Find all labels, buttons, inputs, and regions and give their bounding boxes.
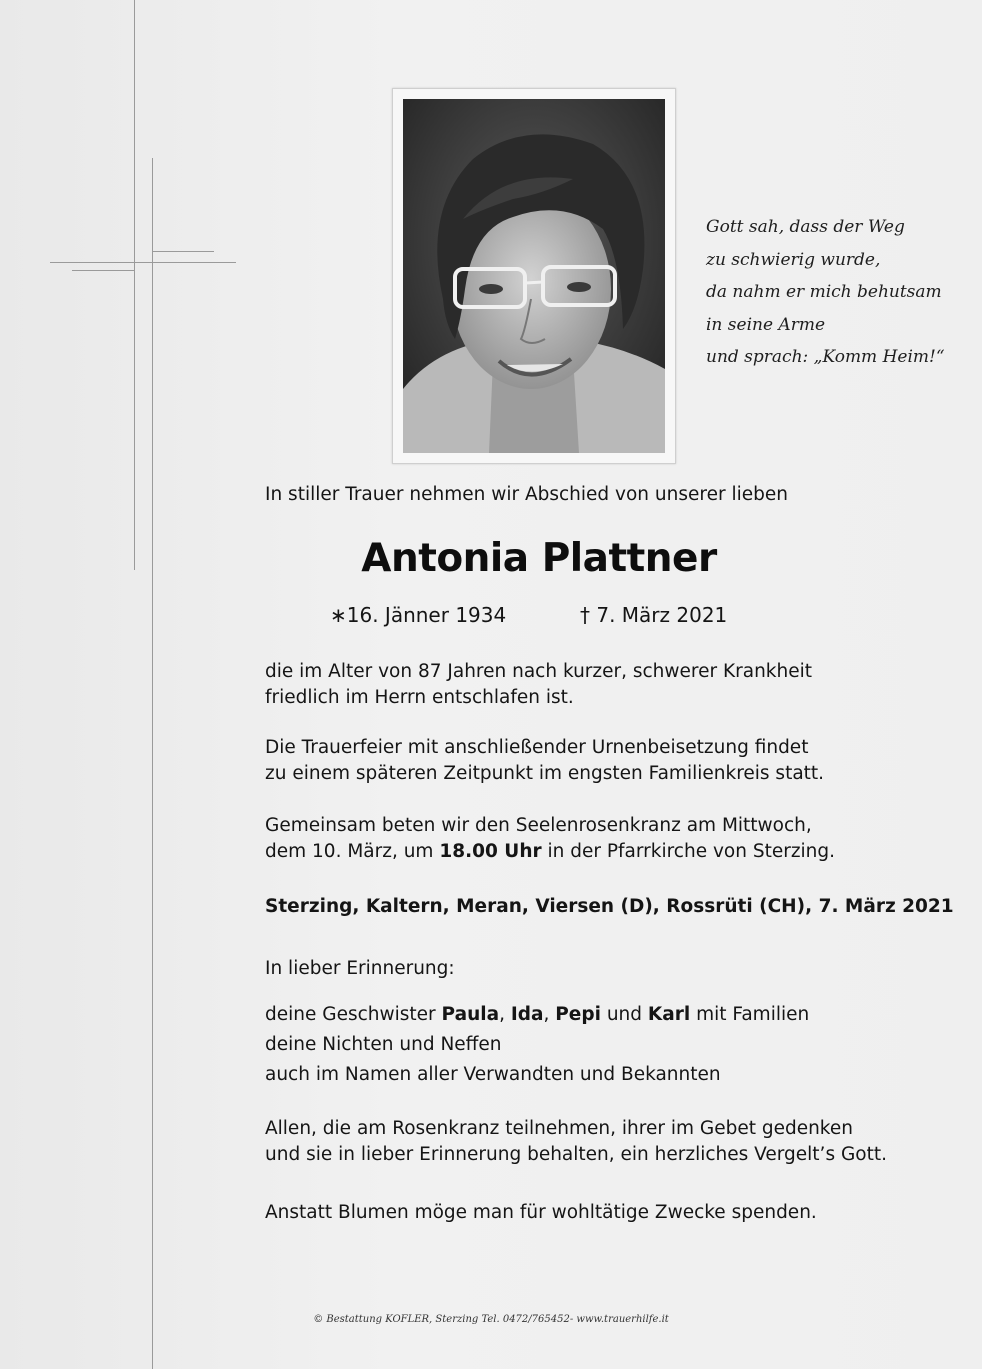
sibling-name: Karl: [647, 1004, 691, 1025]
cross-horizontal-line-top: [50, 262, 236, 263]
paragraph-line: Gemeinsam beten wir den Seelenrosenkranz am Mittwoch,: [265, 815, 812, 836]
birth-date: ∗16. Jänner 1934: [330, 603, 507, 627]
paragraph-line: und sie in lieber Erinnerung behalten, ein herzliches Vergelt’s Gott.: [265, 1144, 887, 1165]
paragraph-thanks: [265, 1116, 887, 1168]
text-span: ,: [543, 1004, 556, 1025]
mourners-line: auch im Namen aller Verwandten und Bekannten: [265, 1064, 721, 1085]
poem-line: Gott sah, dass der Weg: [706, 217, 905, 237]
mourners-siblings: [265, 1000, 809, 1030]
paragraph-flowers: Anstatt Blumen möge man für wohltätige Zwecke spenden.: [265, 1202, 817, 1223]
poem-line: in seine Arme: [706, 314, 826, 335]
paragraph-line: [265, 839, 835, 865]
cross-horizontal-line-bottom: [72, 270, 134, 271]
mourners-line: deine Nichten und Neffen: [265, 1034, 502, 1055]
paragraph-line: Die Trauerfeier mit anschließender Urnenbeisetzung findet: [265, 737, 809, 758]
left-border-line: [134, 0, 135, 570]
sibling-name: Pepi: [555, 1004, 601, 1025]
poem-line: da nahm er mich behutsam: [706, 282, 942, 302]
paragraph-line: zu einem späteren Zeitpunkt im engsten Familienkreis statt.: [265, 763, 825, 784]
rosary-time: 18.00 Uhr: [439, 841, 542, 862]
text-span: in der Pfarrkirche von Sterzing.: [541, 841, 836, 862]
paragraph-line: die im Alter von 87 Jahren nach kurzer, schwerer Krankheit: [265, 661, 813, 682]
poem-line: zu schwierig wurde,: [706, 249, 881, 270]
paragraph-line: friedlich im Herrn entschlafen ist.: [265, 687, 574, 708]
paragraph-rosary: [265, 813, 835, 865]
text-span: ,: [499, 1004, 511, 1025]
text-span: mit Familien: [690, 1004, 810, 1025]
paragraph-line: Allen, die am Rosenkranz teilnehmen, ihrer im Gebet gedenken: [265, 1118, 853, 1139]
paragraph-death-notice: [265, 659, 812, 711]
deceased-name: Antonia Plattner: [361, 536, 717, 581]
text-span: dem 10. März, um: [265, 841, 440, 862]
places-and-date: Sterzing, Kaltern, Meran, Viersen (D), Rossrüti (CH), 7. März 2021: [265, 896, 954, 917]
portrait-photo: [403, 99, 665, 453]
paragraph-funeral: [265, 735, 824, 787]
cross-vertical-line: [152, 158, 153, 1369]
sibling-name: Ida: [510, 1004, 544, 1025]
death-date: † 7. März 2021: [580, 603, 728, 627]
mourners-list: [265, 1000, 809, 1090]
sibling-name: Paula: [441, 1004, 500, 1025]
poem-line: und sprach: „Komm Heim!“: [706, 347, 945, 367]
cross-horizontal-line-bottom-right: [152, 251, 214, 252]
portrait-frame: [392, 88, 676, 464]
memory-heading: In lieber Erinnerung:: [265, 958, 455, 979]
footer-credit: © Bestattung KOFLER, Sterzing Tel. 0472/765452- www.trauerhilfe.it: [313, 1314, 669, 1325]
poem: [706, 211, 966, 374]
text-span: und: [600, 1004, 648, 1025]
intro-text: In stiller Trauer nehmen wir Abschied von unserer lieben: [265, 484, 788, 505]
text-span: deine Geschwister: [265, 1004, 442, 1025]
